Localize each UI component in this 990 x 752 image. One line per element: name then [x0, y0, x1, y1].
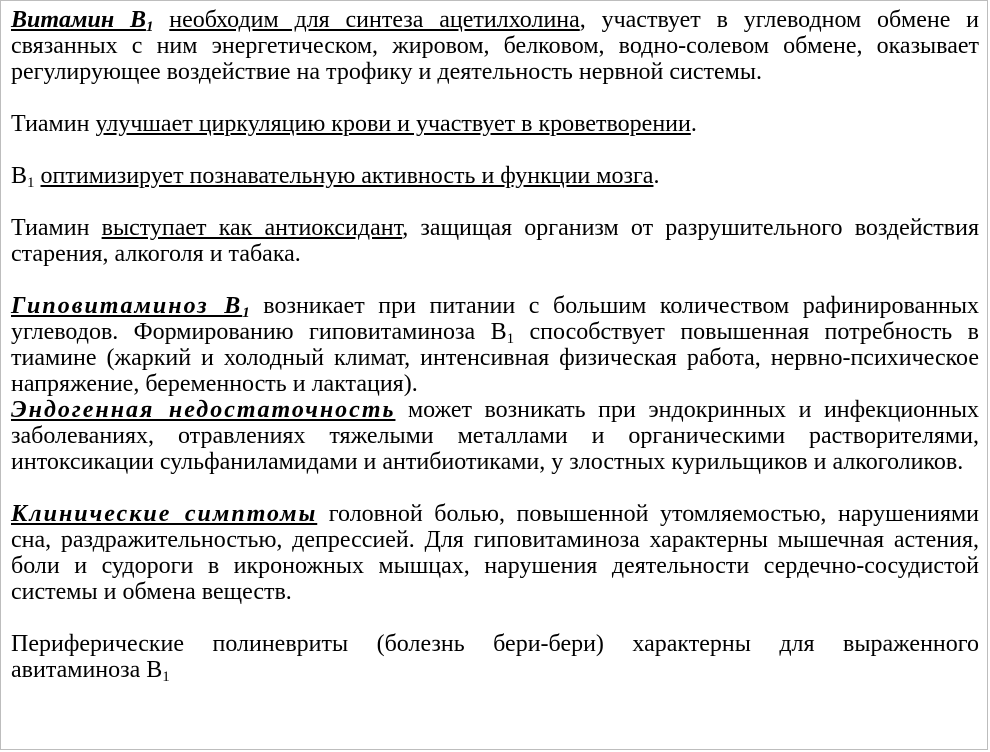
- paragraph-text: головной болью, повышенной утомляемостью, нарушениями сна, раздражительностью, депрессией. Для гиповитаминоза характерны мышечная астения, боли и судороги в икроножных мышцах, нарушения деятельности сердечно-сосудистой системы и обмена веществ.: [11, 501, 980, 605]
- spacer: [11, 85, 979, 111]
- subscript: 1: [506, 331, 515, 347]
- spacer: [11, 475, 979, 501]
- paragraph-thiamine-circulation: [11, 111, 979, 137]
- paragraph-text: возникает при питании с большим количеством рафинированных углеводов. Формированию гиповитаминоза В: [11, 293, 980, 345]
- spacer: [11, 137, 979, 163]
- paragraph-text: может возникать при эндокринных и инфекционных заболеваниях, отравлениях тяжелыми металлами и органическими растворителями, интоксикации сульфаниламидами и антибиотиками, у злостных курильщиков и алкоголиков.: [11, 397, 979, 475]
- paragraph-thiamine-antioxidant: [11, 215, 979, 267]
- heading-subscript: 1: [242, 305, 250, 321]
- paragraph-text: Тиамин: [11, 111, 96, 137]
- heading-hypovitaminosis: [11, 293, 250, 319]
- heading-text: Витамин В: [11, 7, 146, 33]
- subscript: 1: [27, 175, 35, 191]
- paragraph-text: .: [690, 111, 697, 137]
- spacer: [11, 605, 979, 631]
- underlined-phrase: оптимизирует познавательную активность и функции мозга: [40, 163, 654, 189]
- heading-vitamin-b1: [11, 7, 153, 33]
- paragraph-text: .: [653, 163, 660, 189]
- paragraph-text: , участвует в углеводном обмене и связанных с ним энергетическом, жировом, белковом, водно-солевом обмене, оказывает регулирующее воздействие на трофику и деятельность нервной системы.: [11, 7, 980, 85]
- heading-clinical-symptoms: Клинические симптомы: [11, 501, 318, 527]
- document-content: [11, 7, 979, 683]
- paragraph-text: способствует повышенная потребность в тиамине (жаркий и холодный климат, интенсивная физическая работа, нервно-психическое напряжение, беременность и лактация).: [11, 319, 979, 397]
- paragraph-clinical-symptoms: [11, 501, 979, 605]
- paragraph-polyneuritis: [11, 631, 979, 683]
- paragraph-text: Тиамин: [11, 215, 102, 241]
- paragraph-text: , защищая организм от разрушительного воздействия старения, алкоголя и табака.: [11, 215, 979, 267]
- heading-endogenous: Эндогенная недостаточность: [11, 397, 396, 423]
- paragraph-hypovitaminosis: [11, 293, 979, 397]
- heading-subscript: 1: [145, 19, 154, 35]
- subscript: 1: [162, 669, 170, 685]
- paragraph-endogenous: [11, 397, 979, 475]
- paragraph-text: Периферические полиневриты (болезнь бери-бери) характерны для выраженного авитаминоза В: [11, 631, 979, 683]
- underlined-phrase: необходим для синтеза ацетилхолина: [169, 7, 580, 33]
- paragraph-b1-brain: [11, 163, 979, 189]
- underlined-phrase: улучшает циркуляцию крови и участвует в кроветворении: [95, 111, 691, 137]
- heading-text: Гиповитаминоз В: [11, 293, 243, 319]
- spacer: [11, 189, 979, 215]
- paragraph-vitamin-b1: [11, 7, 979, 85]
- underlined-phrase: выступает как антиоксидант: [101, 215, 403, 241]
- spacer: [11, 267, 979, 293]
- paragraph-text: В: [11, 163, 28, 189]
